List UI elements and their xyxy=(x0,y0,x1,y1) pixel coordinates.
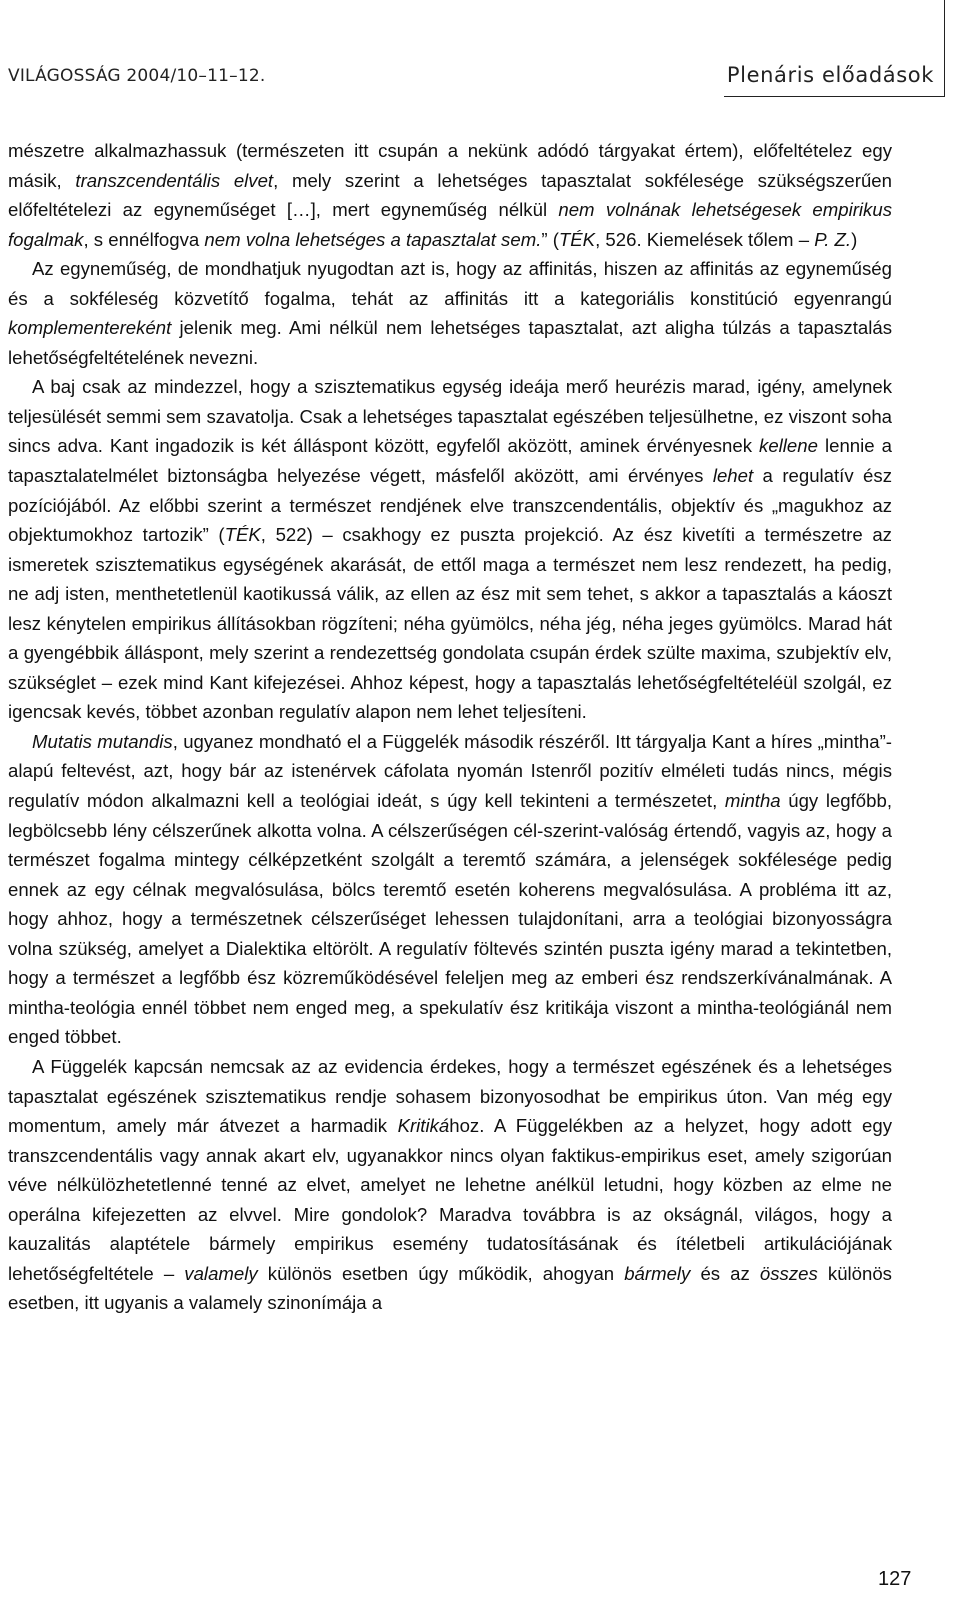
text-run: , mely szerint a lehetséges tapasztalat sokfélesége szükségszerűen előfeltételezi az egyneműséget […], mert egyneműség nélkül xyxy=(8,169,892,221)
text-run: ” ( xyxy=(541,228,559,250)
page-number: 127 xyxy=(878,1568,912,1590)
italic-text: összes xyxy=(759,1262,818,1284)
italic-text: kellene xyxy=(759,435,818,457)
italic-text: P. Z. xyxy=(814,228,852,250)
text-run: különös esetben, itt ugyanis a valamely szinonímája a xyxy=(8,1262,892,1314)
header-rule-horizontal xyxy=(724,96,944,97)
italic-text: nem volnának lehetségesek empirikus fogalmak xyxy=(8,199,892,250)
italic-text: valamely xyxy=(184,1262,258,1284)
header-rule-vertical xyxy=(944,0,945,97)
paragraph xyxy=(8,254,892,372)
text-run: különös esetben úgy működik, ahogyan xyxy=(257,1262,625,1284)
text-run: a regulatív ész pozíciójából. Az előbbi szerint a természet rendjének elve transzcendentális, objektív és „magukhoz az objektumokhoz tartozik” ( xyxy=(8,465,892,546)
italic-text: mintha xyxy=(724,790,781,812)
text-run: jelenik meg. Ami nélkül nem lehetséges tapasztalat, azt aligha túlzás a tapasztalás lehetőségfeltételének nevezni. xyxy=(8,317,892,368)
italic-text: TÉK xyxy=(224,524,261,546)
italic-text: Kritiká xyxy=(397,1115,450,1137)
text-run: , s ennélfogva xyxy=(83,228,205,250)
text-run: lennie a tapasztalatelmélet biztonságba helyezése végett, másfelől aközött, ami érvényes xyxy=(8,435,892,487)
italic-text: komplementereként xyxy=(8,317,172,339)
text-run: , 526. Kiemelések tőlem – xyxy=(595,228,815,250)
paragraph xyxy=(8,727,892,1052)
text-run: ) xyxy=(851,228,858,250)
text-run: , 522) – csakhogy ez puszta projekció. Az ész kivetíti a természetre az ismeretek szisztematikus egységének akarását, de ettől maga a természet nem lesz rendezett, ha pedig, ne adj isten, menthetetlenül kaotikussá válik, az ellen az ész mit sem tehet, s akkor a tapasztalás a káoszt lesz kénytelen empirikus állításokban rögzíteni; néha gyümölcs, néha jég, néha jeges gyümölcs. Marad hát a gyengébbik álláspont, mely szerint a rendezettség gondolata csupán érdek szülte maxima, szubjektív elv, szükséglet – ezek mind Kant kifejezései. Ahhoz képest, hogy a tapasztalás lehetőségfeltételéül szolgál, ez igencsak kevés, többet azonban regulatív alapon nem lehet teljesíteni. xyxy=(8,524,892,723)
paragraph xyxy=(8,1052,892,1318)
italic-text: TÉK xyxy=(558,228,596,250)
text-run: A Függelék kapcsán nemcsak az az evidencia érdekes, hogy a természet egészének és a lehetséges tapasztalat egészének szisztematikus rendje sohasem bizonyosodhat be empirikus úton. Van még egy momentum, amely már átvezet a harmadik xyxy=(8,1055,892,1137)
journal-header: VILÁGOSSÁG 2004/10–11–12. xyxy=(8,66,266,86)
italic-text: transzcendentális elvet xyxy=(75,169,274,191)
paragraph xyxy=(8,136,892,254)
text-run: Az egyneműség, de mondhatjuk nyugodtan azt is, hogy az affinitás, hiszen az affinitás az egyneműség és a sokféleség közvetítő fogalma, tehát az affinitás itt a kategoriális konstitúció egyenrangú xyxy=(8,258,892,309)
italic-text: nem volna lehetséges a tapasztalat sem. xyxy=(204,228,542,250)
text-run: A baj csak az mindezzel, hogy a szisztematikus egység ideája merő heurézis marad, igény, amelynek teljesülését semmi sem szavatolja. Csak a lehetséges tapasztalat egészében teljesülhetne, ez viszont soha sincs adva. Kant ingadozik is két álláspont között, egyfelől aközött, aminek érvényesnek xyxy=(8,376,892,457)
section-header: Plenáris előadások xyxy=(726,63,934,87)
text-run: és az xyxy=(690,1262,760,1284)
paragraph xyxy=(8,372,892,727)
text-run: , ugyanez mondható el a Függelék második részéről. Itt tárgyalja Kant a híres „mintha”-alapú feltevést, azt, hogy bár az istenérvek cáfolata nyomán Istenről pozitív elméleti tudás nincs, mégis regulatív módon alkalmazni kell a teológiai ideát, s úgy kell tekinteni a természetet, xyxy=(8,730,892,812)
text-run: hoz. A Függelékben az a helyzet, hogy adott egy transzcendentális vagy annak akart elv, ugyanakkor nincs olyan faktikus-empirikus eset, amely szigorúan véve nélkülözhetetlenné tenné az elvet, amelyet ne lehetne anélkül letudni, hogy közben az elme ne operálna kifejezetten az elvvel. Mire gondolok? Maradva továbbra is az okságnál, világos, hogy a kauzalitás alaptétele bármely empirikus esemény tudatosításának és ítéletbeli artikulációjának lehetőségfeltétele – xyxy=(8,1115,893,1284)
text-run: mészetre alkalmazhassuk (természeten itt csupán a nekünk adódó tárgyakat értem), előfeltételez egy másik, xyxy=(8,140,892,191)
italic-text: Mutatis mutandis xyxy=(32,730,173,752)
italic-text: bármely xyxy=(624,1262,691,1284)
body-text xyxy=(8,136,892,1318)
text-run: úgy legfőbb, legbölcsebb lény célszerűnek alkotta volna. A célszerűségen cél-szerint-valóság értendő, vagyis az, hogy a természet fogalma mintegy célképzetként szolgált a teremtő számára, a jelenségek sokfélesége pedig ennek az egy célnak megvalósulása, bölcs teremtő esetén koherens megvalósulása. A probléma itt az, hogy ahhoz, hogy a természetnek célszerűséget lehessen tulajdonítani, arra a teológiai bizonyosságra volna szükség, amelyet a Dialektika eltörölt. A regulatív föltevés szintén puszta igény marad a tekintetben, hogy a természet a legfőbb ész közreműködésével feleljen meg az emberi ész rendszerkívánalmának. A mintha-teológia ennél többet nem enged meg, a spekulatív ész kritikája viszont a mintha-teológiánál nem enged többet. xyxy=(8,790,892,1048)
italic-text: lehet xyxy=(712,465,754,487)
